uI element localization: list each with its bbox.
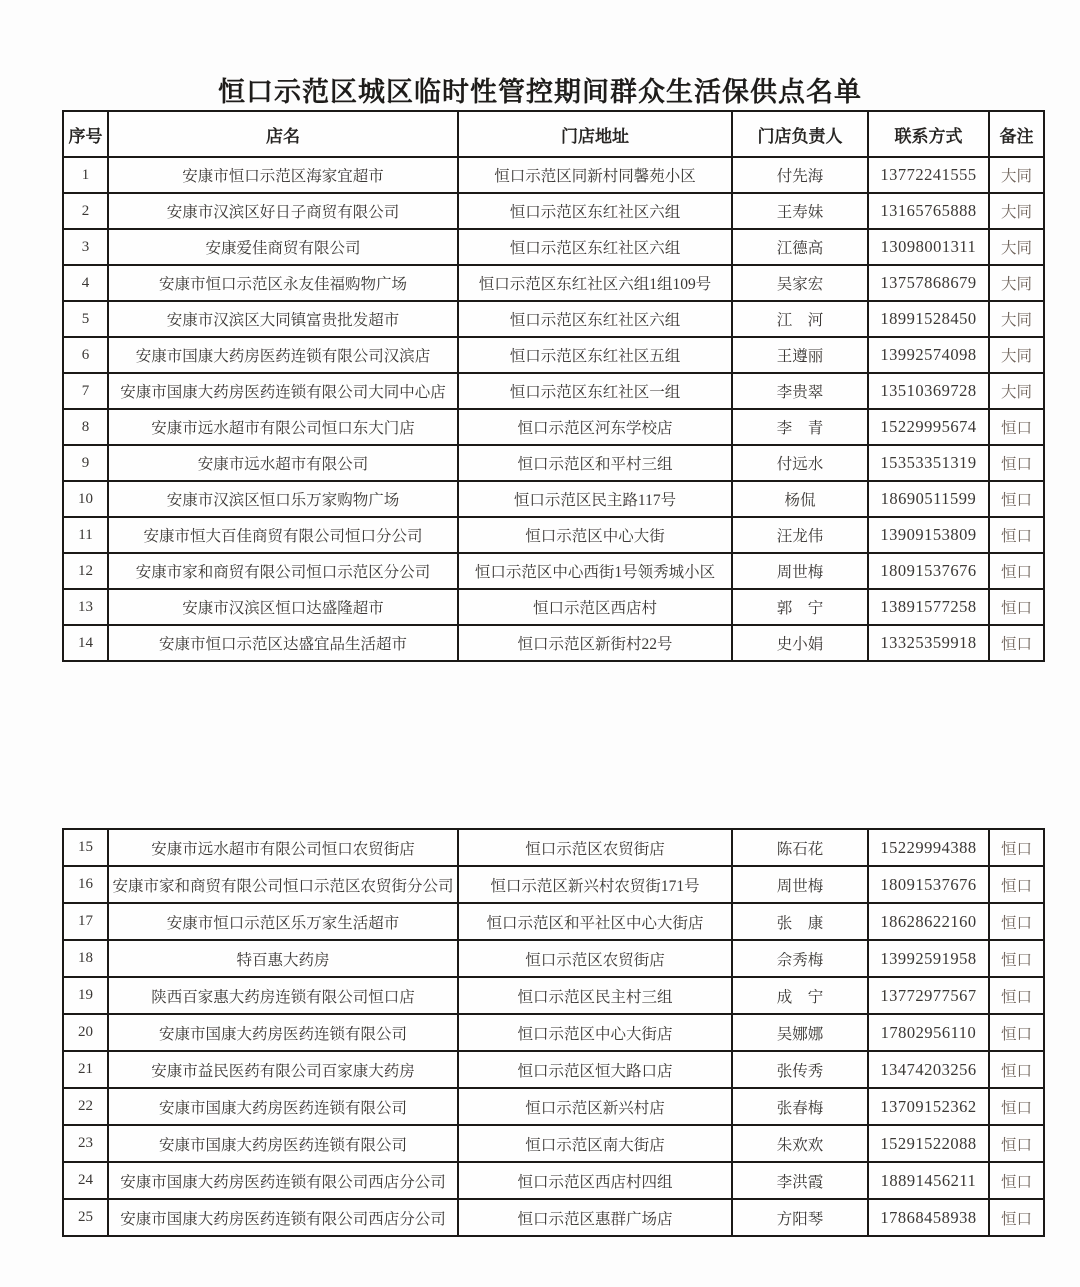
cell-seq: 23 [63, 1125, 108, 1162]
cell-name: 特百惠大药房 [108, 940, 458, 977]
cell-phone: 17868458938 [868, 1199, 989, 1236]
cell-phone: 13891577258 [868, 589, 989, 625]
cell-manager: 李 青 [732, 409, 868, 445]
cell-manager: 李贵翠 [732, 373, 868, 409]
cell-name: 安康市汉滨区大同镇富贵批发超市 [108, 301, 458, 337]
table-row [63, 866, 1044, 903]
cell-name: 安康市国康大药房医药连锁有限公司大同中心店 [108, 373, 458, 409]
column-header-remark: 备注 [989, 111, 1044, 157]
cell-seq: 12 [63, 553, 108, 589]
cell-manager: 汪龙伟 [732, 517, 868, 553]
cell-seq: 5 [63, 301, 108, 337]
cell-address: 恒口示范区东红社区六组 [458, 193, 732, 229]
cell-seq: 17 [63, 903, 108, 940]
cell-address: 恒口示范区民主村三组 [458, 977, 732, 1014]
cell-address: 恒口示范区东红社区一组 [458, 373, 732, 409]
cell-manager: 张春梅 [732, 1088, 868, 1125]
cell-remark: 恒口 [989, 977, 1044, 1014]
cell-seq: 8 [63, 409, 108, 445]
cell-manager: 张传秀 [732, 1051, 868, 1088]
cell-address: 恒口示范区南大街店 [458, 1125, 732, 1162]
cell-address: 恒口示范区农贸街店 [458, 829, 732, 866]
cell-phone: 15353351319 [868, 445, 989, 481]
cell-remark: 大同 [989, 265, 1044, 301]
cell-remark: 恒口 [989, 553, 1044, 589]
cell-seq: 1 [63, 157, 108, 193]
cell-remark: 恒口 [989, 1088, 1044, 1125]
cell-remark: 大同 [989, 373, 1044, 409]
cell-name: 安康市汉滨区恒口达盛隆超市 [108, 589, 458, 625]
cell-name: 安康市国康大药房医药连锁有限公司西店分公司 [108, 1162, 458, 1199]
cell-name: 安康市国康大药房医药连锁有限公司 [108, 1088, 458, 1125]
cell-address: 恒口示范区西店村 [458, 589, 732, 625]
cell-phone: 15229995674 [868, 409, 989, 445]
cell-address: 恒口示范区西店村四组 [458, 1162, 732, 1199]
cell-address: 恒口示范区新兴村店 [458, 1088, 732, 1125]
cell-name: 安康市恒口示范区海家宜超市 [108, 157, 458, 193]
cell-phone: 13165765888 [868, 193, 989, 229]
cell-manager: 王寿妹 [732, 193, 868, 229]
table-row [63, 1199, 1044, 1236]
cell-manager: 周世梅 [732, 866, 868, 903]
cell-remark: 恒口 [989, 589, 1044, 625]
table-row [63, 337, 1044, 373]
cell-name: 安康市国康大药房医药连锁有限公司 [108, 1125, 458, 1162]
table-row [63, 553, 1044, 589]
cell-name: 安康市国康大药房医药连锁有限公司汉滨店 [108, 337, 458, 373]
cell-name: 安康市恒大百佳商贸有限公司恒口分公司 [108, 517, 458, 553]
cell-manager: 郭 宁 [732, 589, 868, 625]
table-row [63, 373, 1044, 409]
cell-remark: 恒口 [989, 517, 1044, 553]
cell-name: 安康市远水超市有限公司 [108, 445, 458, 481]
table-row [63, 301, 1044, 337]
cell-address: 恒口示范区中心西街1号领秀城小区 [458, 553, 732, 589]
cell-manager: 成 宁 [732, 977, 868, 1014]
cell-phone: 13909153809 [868, 517, 989, 553]
cell-seq: 16 [63, 866, 108, 903]
cell-phone: 13474203256 [868, 1051, 989, 1088]
column-header-phone: 联系方式 [868, 111, 989, 157]
cell-phone: 13510369728 [868, 373, 989, 409]
cell-phone: 13325359918 [868, 625, 989, 661]
table-row [63, 193, 1044, 229]
cell-manager: 吴家宏 [732, 265, 868, 301]
cell-seq: 14 [63, 625, 108, 661]
cell-name: 安康爱佳商贸有限公司 [108, 229, 458, 265]
supply-table-section-2 [62, 828, 1045, 1237]
cell-seq: 21 [63, 1051, 108, 1088]
cell-manager: 江德高 [732, 229, 868, 265]
cell-address: 恒口示范区东红社区六组 [458, 229, 732, 265]
cell-seq: 9 [63, 445, 108, 481]
cell-phone: 13772977567 [868, 977, 989, 1014]
table-row [63, 229, 1044, 265]
table-row [63, 589, 1044, 625]
cell-remark: 恒口 [989, 481, 1044, 517]
cell-manager: 史小娟 [732, 625, 868, 661]
table-row [63, 157, 1044, 193]
cell-manager: 王遵丽 [732, 337, 868, 373]
table-row [63, 265, 1044, 301]
cell-phone: 13098001311 [868, 229, 989, 265]
cell-manager: 张 康 [732, 903, 868, 940]
table-row [63, 903, 1044, 940]
table-row [63, 409, 1044, 445]
cell-remark: 恒口 [989, 625, 1044, 661]
table-row [63, 1014, 1044, 1051]
cell-address: 恒口示范区新兴村农贸街171号 [458, 866, 732, 903]
cell-remark: 大同 [989, 229, 1044, 265]
cell-manager: 朱欢欢 [732, 1125, 868, 1162]
cell-phone: 15291522088 [868, 1125, 989, 1162]
cell-name: 安康市汉滨区好日子商贸有限公司 [108, 193, 458, 229]
cell-seq: 19 [63, 977, 108, 1014]
table-row [63, 481, 1044, 517]
cell-remark: 恒口 [989, 866, 1044, 903]
cell-seq: 25 [63, 1199, 108, 1236]
cell-seq: 6 [63, 337, 108, 373]
cell-name: 安康市益民医药有限公司百家康大药房 [108, 1051, 458, 1088]
table-row [63, 625, 1044, 661]
cell-phone: 18991528450 [868, 301, 989, 337]
cell-address: 恒口示范区河东学校店 [458, 409, 732, 445]
table-body-section-2 [63, 829, 1044, 1236]
cell-address: 恒口示范区恒大路口店 [458, 1051, 732, 1088]
cell-phone: 13757868679 [868, 265, 989, 301]
cell-seq: 4 [63, 265, 108, 301]
supply-table-section-1 [62, 110, 1045, 662]
cell-seq: 22 [63, 1088, 108, 1125]
cell-address: 恒口示范区中心大街店 [458, 1014, 732, 1051]
header-row [63, 111, 1044, 157]
cell-address: 恒口示范区东红社区六组 [458, 301, 732, 337]
cell-name: 安康市恒口示范区乐万家生活超市 [108, 903, 458, 940]
table-row [63, 1088, 1044, 1125]
cell-address: 恒口示范区农贸街店 [458, 940, 732, 977]
cell-address: 恒口示范区惠群广场店 [458, 1199, 732, 1236]
cell-remark: 恒口 [989, 903, 1044, 940]
cell-seq: 24 [63, 1162, 108, 1199]
cell-remark: 恒口 [989, 409, 1044, 445]
table-row [63, 829, 1044, 866]
column-header-name: 店名 [108, 111, 458, 157]
cell-remark: 恒口 [989, 1125, 1044, 1162]
cell-manager: 江 河 [732, 301, 868, 337]
cell-remark: 大同 [989, 337, 1044, 373]
cell-manager: 陈石花 [732, 829, 868, 866]
column-header-address: 门店地址 [458, 111, 732, 157]
cell-name: 安康市远水超市有限公司恒口东大门店 [108, 409, 458, 445]
table-row [63, 940, 1044, 977]
column-header-manager: 门店负责人 [732, 111, 868, 157]
cell-name: 安康市汉滨区恒口乐万家购物广场 [108, 481, 458, 517]
cell-remark: 恒口 [989, 1014, 1044, 1051]
cell-name: 安康市家和商贸有限公司恒口示范区分公司 [108, 553, 458, 589]
cell-phone: 18690511599 [868, 481, 989, 517]
cell-name: 陕西百家惠大药房连锁有限公司恒口店 [108, 977, 458, 1014]
page-title: 恒口示范区城区临时性管控期间群众生活保供点名单 [218, 77, 862, 107]
cell-manager: 李洪霞 [732, 1162, 868, 1199]
cell-manager: 方阳琴 [732, 1199, 868, 1236]
cell-phone: 13772241555 [868, 157, 989, 193]
cell-seq: 18 [63, 940, 108, 977]
cell-remark: 恒口 [989, 829, 1044, 866]
cell-address: 恒口示范区民主路117号 [458, 481, 732, 517]
cell-address: 恒口示范区新街村22号 [458, 625, 732, 661]
cell-phone: 18091537676 [868, 553, 989, 589]
cell-manager: 杨侃 [732, 481, 868, 517]
cell-seq: 3 [63, 229, 108, 265]
table-row [63, 1051, 1044, 1088]
cell-address: 恒口示范区中心大街 [458, 517, 732, 553]
cell-remark: 恒口 [989, 1162, 1044, 1199]
cell-seq: 7 [63, 373, 108, 409]
cell-address: 恒口示范区东红社区六组1组109号 [458, 265, 732, 301]
table-row [63, 445, 1044, 481]
cell-name: 安康市远水超市有限公司恒口农贸街店 [108, 829, 458, 866]
table-row [63, 1162, 1044, 1199]
cell-phone: 17802956110 [868, 1014, 989, 1051]
table-row [63, 977, 1044, 1014]
table-body-section-1 [63, 157, 1044, 661]
column-header-seq: 序号 [63, 111, 108, 157]
cell-manager: 佘秀梅 [732, 940, 868, 977]
cell-name: 安康市恒口示范区达盛宜品生活超市 [108, 625, 458, 661]
cell-remark: 恒口 [989, 445, 1044, 481]
cell-manager: 付远水 [732, 445, 868, 481]
cell-seq: 11 [63, 517, 108, 553]
cell-remark: 大同 [989, 157, 1044, 193]
cell-address: 恒口示范区同新村同馨苑小区 [458, 157, 732, 193]
cell-phone: 15229994388 [868, 829, 989, 866]
cell-remark: 恒口 [989, 940, 1044, 977]
cell-name: 安康市恒口示范区永友佳福购物广场 [108, 265, 458, 301]
cell-address: 恒口示范区东红社区五组 [458, 337, 732, 373]
cell-seq: 2 [63, 193, 108, 229]
table-row [63, 517, 1044, 553]
cell-phone: 13992574098 [868, 337, 989, 373]
cell-seq: 15 [63, 829, 108, 866]
cell-manager: 周世梅 [732, 553, 868, 589]
cell-remark: 大同 [989, 301, 1044, 337]
cell-remark: 大同 [989, 193, 1044, 229]
cell-name: 安康市家和商贸有限公司恒口示范区农贸街分公司 [108, 866, 458, 903]
cell-seq: 10 [63, 481, 108, 517]
cell-phone: 18891456211 [868, 1162, 989, 1199]
cell-remark: 恒口 [989, 1051, 1044, 1088]
cell-phone: 13709152362 [868, 1088, 989, 1125]
cell-phone: 18628622160 [868, 903, 989, 940]
table-row [63, 1125, 1044, 1162]
cell-manager: 吴娜娜 [732, 1014, 868, 1051]
cell-manager: 付先海 [732, 157, 868, 193]
cell-seq: 20 [63, 1014, 108, 1051]
cell-seq: 13 [63, 589, 108, 625]
table-header [63, 111, 1044, 157]
cell-name: 安康市国康大药房医药连锁有限公司西店分公司 [108, 1199, 458, 1236]
cell-address: 恒口示范区和平社区中心大街店 [458, 903, 732, 940]
cell-phone: 18091537676 [868, 866, 989, 903]
cell-phone: 13992591958 [868, 940, 989, 977]
cell-remark: 恒口 [989, 1199, 1044, 1236]
cell-address: 恒口示范区和平村三组 [458, 445, 732, 481]
cell-name: 安康市国康大药房医药连锁有限公司 [108, 1014, 458, 1051]
